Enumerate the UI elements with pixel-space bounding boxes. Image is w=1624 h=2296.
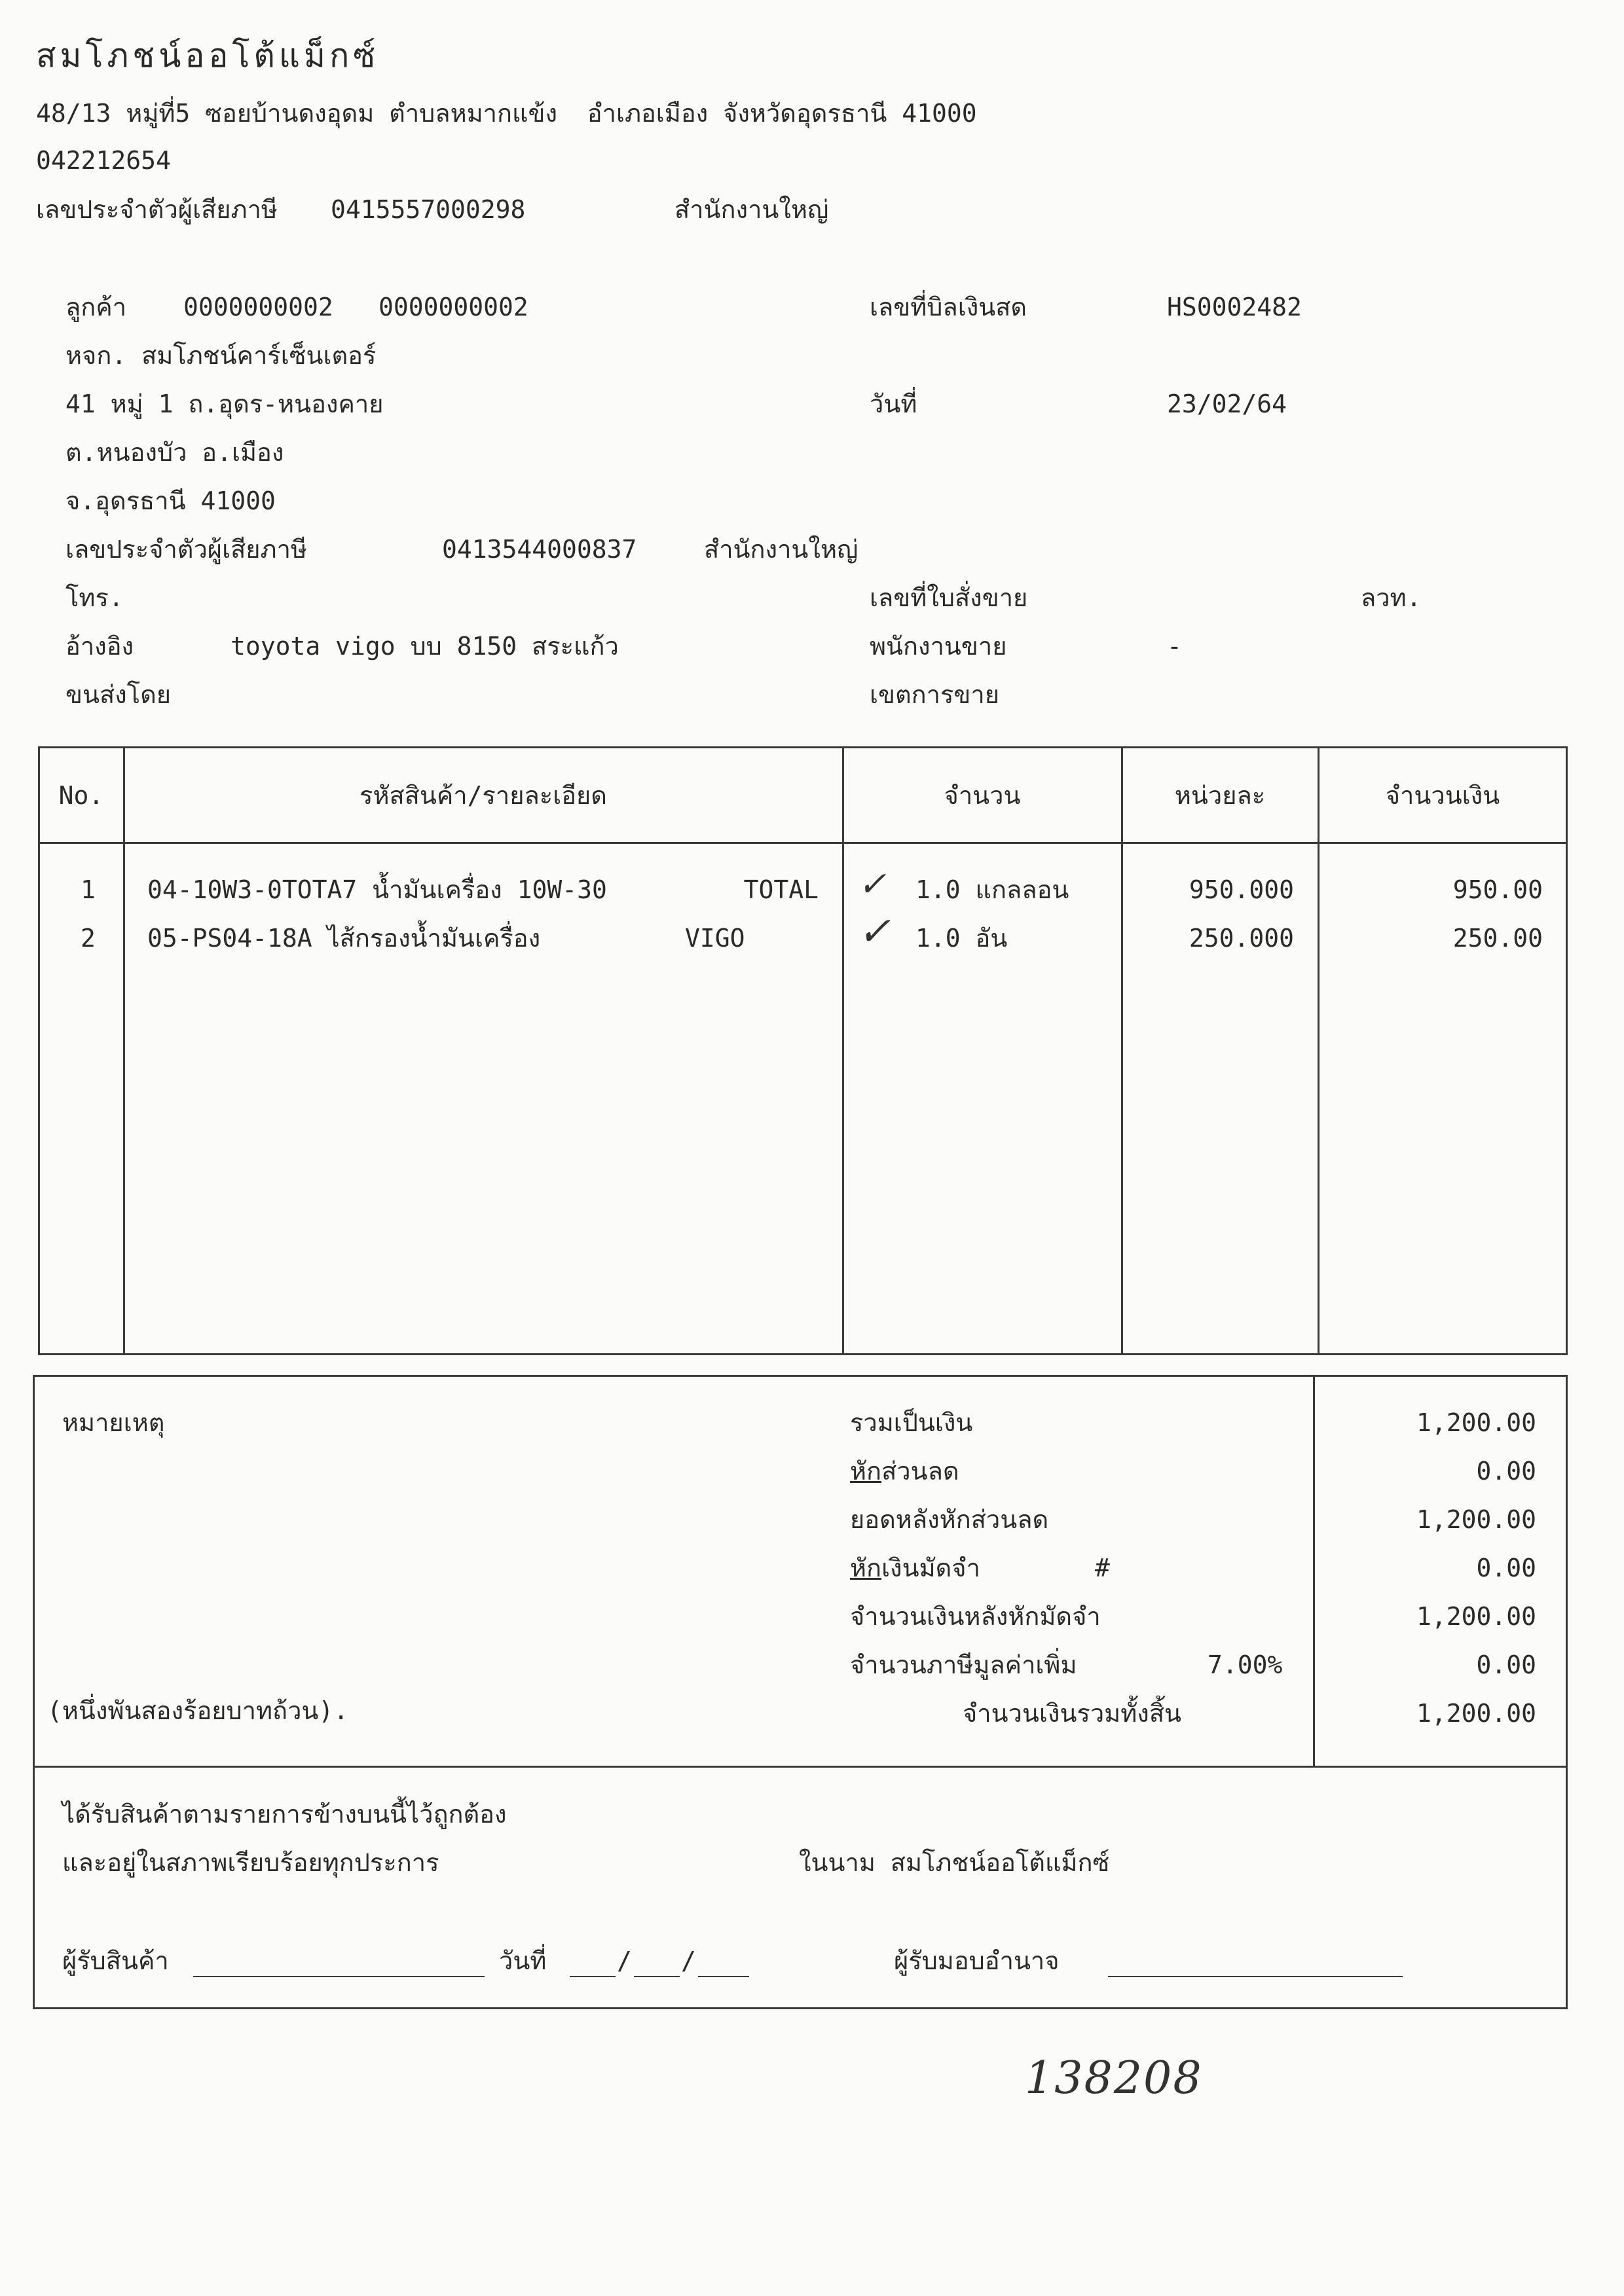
subtotal-value: 1,200.00 [1416,1408,1536,1437]
col-divider-3 [1121,746,1123,1355]
bill-number: HS0002482 [1167,293,1302,321]
deposit-hash: # [1095,1554,1110,1582]
authorized-person-label: ผู้รับมอบอำนาจ [894,1946,1060,1975]
table-header-divider [38,842,1568,844]
after-deposit-label: จำนวนเงินหลังหักมัดจำ [850,1602,1101,1631]
salesman-value: - [1167,632,1182,661]
authorized-signature-line[interactable] [1108,1976,1403,1977]
order-number-label: เลขที่ใบสั่งขาย [870,583,1028,612]
reference-label: อ้างอิง [65,632,134,661]
receiver-signature-line[interactable] [193,1976,485,1977]
deposit-label [850,1553,980,1583]
discount-label-text: ส่วนลด [881,1457,959,1485]
customer-address-1: 41 หมู่ 1 ถ.อุดร-หนองคาย [65,390,384,418]
seller-name: สมโภชน์ออโต้แม็กซ์ [36,37,380,75]
seller-branch: สำนักงานใหญ่ [674,195,829,224]
received-statement-line-2: และอยู่ในสภาพเรียบร้อยทุกประการ [62,1848,439,1877]
handwritten-number: 138208 [1025,2052,1203,2104]
header-quantity: จำนวน [944,781,1021,810]
row-brand: VIGO [685,924,745,953]
receive-date-label: วันที่ [499,1946,547,1975]
row-quantity: 1.0 อัน [915,924,1008,953]
deposit-value: 0.00 [1476,1554,1536,1582]
shipping-label: ขนส่งโดย [65,680,172,709]
row-product: 05-PS04-18A ไส้กรองน้ำมันเครื่อง [147,924,541,953]
subtotal-label: รวมเป็นเงิน [850,1408,973,1437]
vat-value: 0.00 [1476,1650,1536,1679]
row-quantity: 1.0 แกลลอน [915,875,1069,904]
customer-code-1: 0000000002 [183,293,333,321]
amount-in-words: (หนึ่งพันสองร้อยบาทถ้วน). [47,1696,349,1725]
discount-value: 0.00 [1476,1457,1536,1485]
date-slash: / [681,1946,696,1975]
seller-tax-id: 0415557000298 [331,195,526,224]
deposit-label-text: เงินมัดจำ [881,1554,980,1582]
vat-rate: 7.00% [1208,1650,1283,1679]
seller-address: 48/13 หมู่ที่5 ซอยบ้านดงอุดม ตำบลหมากแข้ง อำเภอเมือง จังหวัดอุดรธานี 41000 [36,99,977,128]
customer-branch: สำนักงานใหญ่ [704,535,858,564]
row-amount: 250.00 [1452,924,1543,953]
row-unit-price: 250.000 [1189,924,1294,953]
bill-number-label: เลขที่บิลเงินสด [870,293,1027,321]
receive-date-month-line[interactable] [634,1976,680,1977]
seller-tax-id-label: เลขประจำตัวผู้เสียภาษี [36,195,278,224]
discount-label-deduct: หัก [850,1457,882,1485]
row-brand: TOTAL [743,875,819,904]
after-discount-value: 1,200.00 [1416,1505,1536,1534]
col-divider-4 [1318,746,1320,1355]
col-divider-1 [123,746,125,1355]
customer-code-2: 0000000002 [378,293,528,321]
seller-phone: 042212654 [36,146,171,175]
customer-address-2: ต.หนองบัว อ.เมือง [65,438,284,467]
salesman-label: พนักงานขาย [870,632,1007,661]
header-no: No. [58,781,104,810]
row-amount: 950.00 [1452,875,1543,904]
received-statement-line-1: ได้รับสินค้าตามรายการข้างบนนี้ไว้ถูกต้อง [62,1800,507,1829]
receive-date-year-line[interactable] [698,1976,749,1977]
row-unit-price: 950.000 [1189,875,1294,904]
grand-total-label: จำนวนเงินรวมทั้งสิ้น [963,1699,1181,1728]
customer-phone-label: โทร. [65,583,124,612]
order-number-value: ลวท. [1361,583,1422,612]
header-amount: จำนวนเงิน [1385,781,1500,810]
handwritten-check-mark: ✓ [858,865,887,904]
on-behalf-of: ในนาม สมโภชน์ออโต้แม็กซ์ [799,1848,1110,1877]
bill-date: 23/02/64 [1167,390,1287,418]
customer-tax-id-label: เลขประจำตัวผู้เสียภาษี [65,535,307,564]
deposit-label-deduct: หัก [850,1554,882,1582]
receiver-label: ผู้รับสินค้า [62,1946,169,1975]
header-description: รหัสสินค้า/รายละเอียด [360,781,607,810]
handwritten-check-mark: ✓ [858,909,891,955]
row-product: 04-10W3-0TOTA7 น้ำมันเครื่อง 10W-30 [147,875,607,904]
row-no: 1 [81,875,96,904]
row-no: 2 [81,924,96,953]
summary-divider [1313,1375,1315,1768]
col-divider-2 [842,746,844,1355]
after-deposit-value: 1,200.00 [1416,1602,1536,1631]
grand-total-value: 1,200.00 [1416,1699,1536,1728]
customer-tax-id: 0413544000837 [442,535,637,564]
discount-label [850,1456,959,1486]
sales-zone-label: เขตการขาย [870,680,999,709]
receive-date-day-line[interactable] [570,1976,616,1977]
header-unit-price: หน่วยละ [1174,781,1266,810]
remark-label: หมายเหตุ [62,1408,165,1437]
reference-value: toyota vigo บบ 8150 สระแก้ว [231,632,619,661]
customer-label: ลูกค้า [65,293,127,321]
date-slash: / [617,1946,632,1975]
customer-name: หจก. สมโภชน์คาร์เซ็นเตอร์ [65,341,377,370]
bill-date-label: วันที่ [870,390,917,418]
after-discount-label: ยอดหลังหักส่วนลด [850,1505,1049,1534]
items-table [38,746,1568,1355]
customer-address-3: จ.อุดรธานี 41000 [65,486,276,515]
vat-label: จำนวนภาษีมูลค่าเพิ่ม [850,1650,1077,1679]
